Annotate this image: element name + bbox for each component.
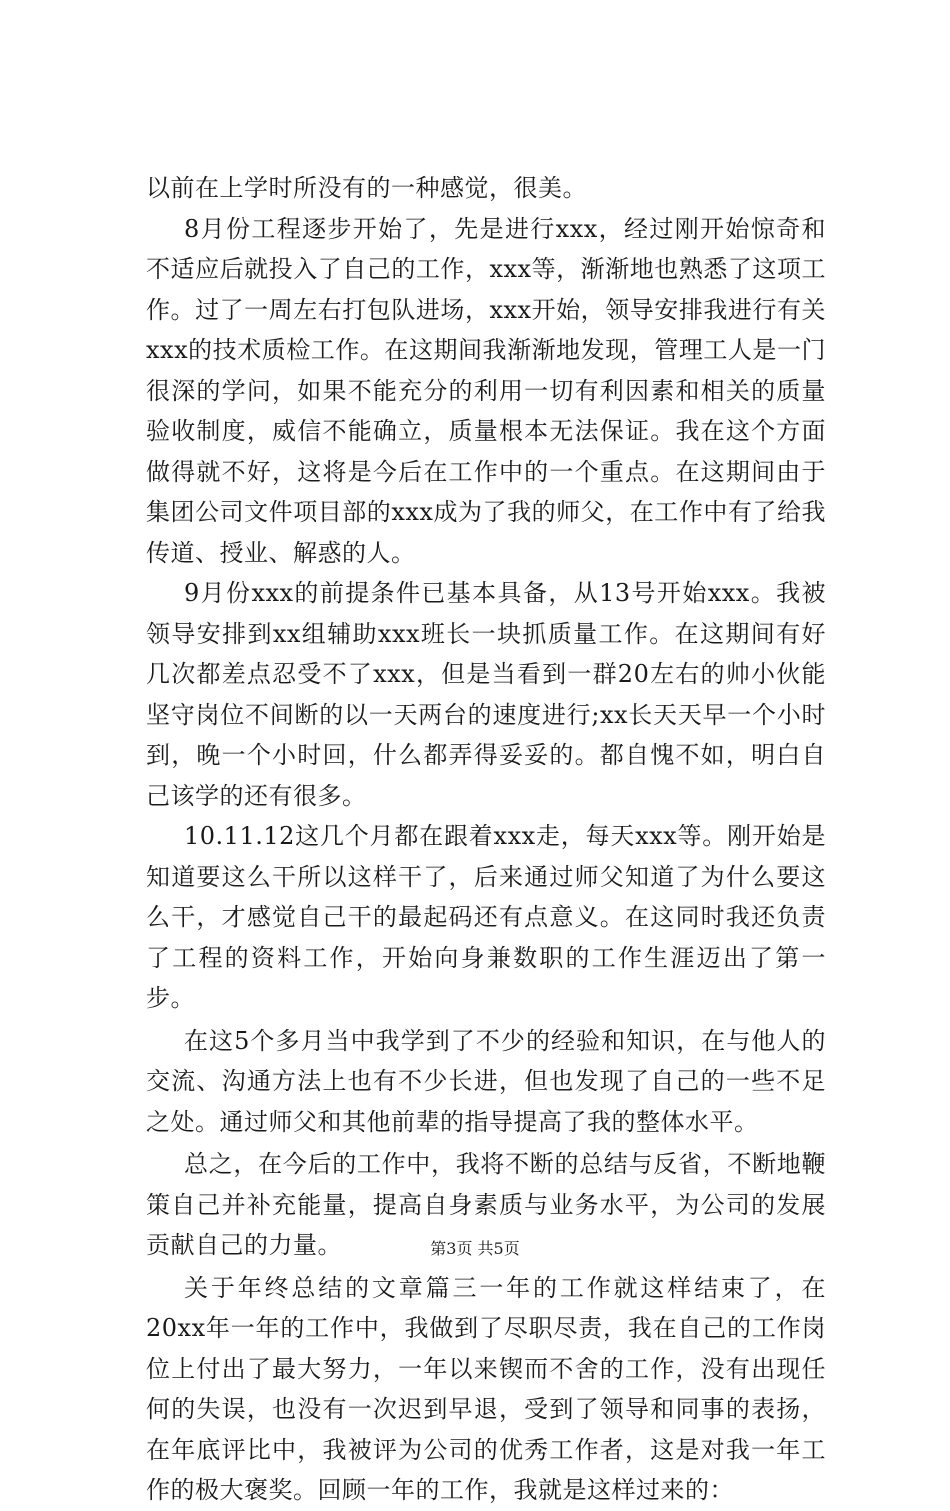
document-body — [146, 168, 826, 1511]
paragraph-2: 8月份工程逐步开始了，先是进行xxx，经过刚开始惊奇和不适应后就投入了自己的工作，xxx等，渐渐地也熟悉了这项工作。过了一周左右打包队进场，xxx开始，领导安排我进行有关xxx的技术质检工作。在这期间我渐渐地发现，管理工人是一门很深的学问，如果不能充分的利用一切有利因素和相关的质量验收制度，威信不能确立，质量根本无法保证。我在这个方面做得就不好，这将是今后在工作中的一个重点。在这期间由于集团公司文件项目部的xxx成为了我的师父，在工作中有了给我传道、授业、解惑的人。 — [146, 214, 826, 567]
paragraph-5: 在这5个多月当中我学到了不少的经验和知识，在与他人的交流、沟通方法上也有不少长进，但也发现了自己的一些不足之处。通过师父和其他前辈的指导提高了我的整体水平。 — [146, 1026, 826, 1136]
page-footer — [0, 1239, 950, 1259]
paragraph-1: 以前在上学时所没有的一种感觉，很美。 — [146, 174, 587, 202]
paragraph-4: 10.11.12这几个月都在跟着xxx走，每天xxx等。刚开始是知道要这么干所以这样干了，后来通过师父知道了为什么要这么干，才感觉自己干的最起码还有点意义。在这同时我还负责了工程的资料工作，开始向身兼数职的工作生涯迈出了第一步。 — [146, 822, 826, 1012]
paragraph-3: 9月份xxx的前提条件已基本具备，从13号开始xxx。我被领导安排到xx组辅助xxx班长一块抓质量工作。在这期间有好几次都差点忍受不了xxx，但是当看到一群20左右的帅小伙能坚守岗位不间断的以一天两台的速度进行;xx长天天早一个小时到，晚一个小时回，什么都弄得妥妥的。都自愧不如，明白自己该学的还有很多。 — [146, 579, 826, 810]
page-number-label: 第3页 共5页 — [430, 1239, 520, 1258]
paragraph-7: 关于年终总结的文章篇三一年的工作就这样结束了，在20xx年一年的工作中，我做到了尽职尽责，我在自己的工作岗位上付出了最大努力，一年以来锲而不舍的工作，没有出现任何的失误，也没有一次迟到早退，受到了领导和同事的表扬，在年底评比中，我被评为公司的优秀工作者，这是对我一年工作的极大褒奖。回顾一年的工作，我就是这样过来的： — [146, 1273, 826, 1504]
paragraph-6: 总之，在今后的工作中，我将不断的总结与反省，不断地鞭策自己并补充能量，提高自身素质与业务水平，为公司的发展贡献自己的力量。 — [146, 1150, 826, 1259]
